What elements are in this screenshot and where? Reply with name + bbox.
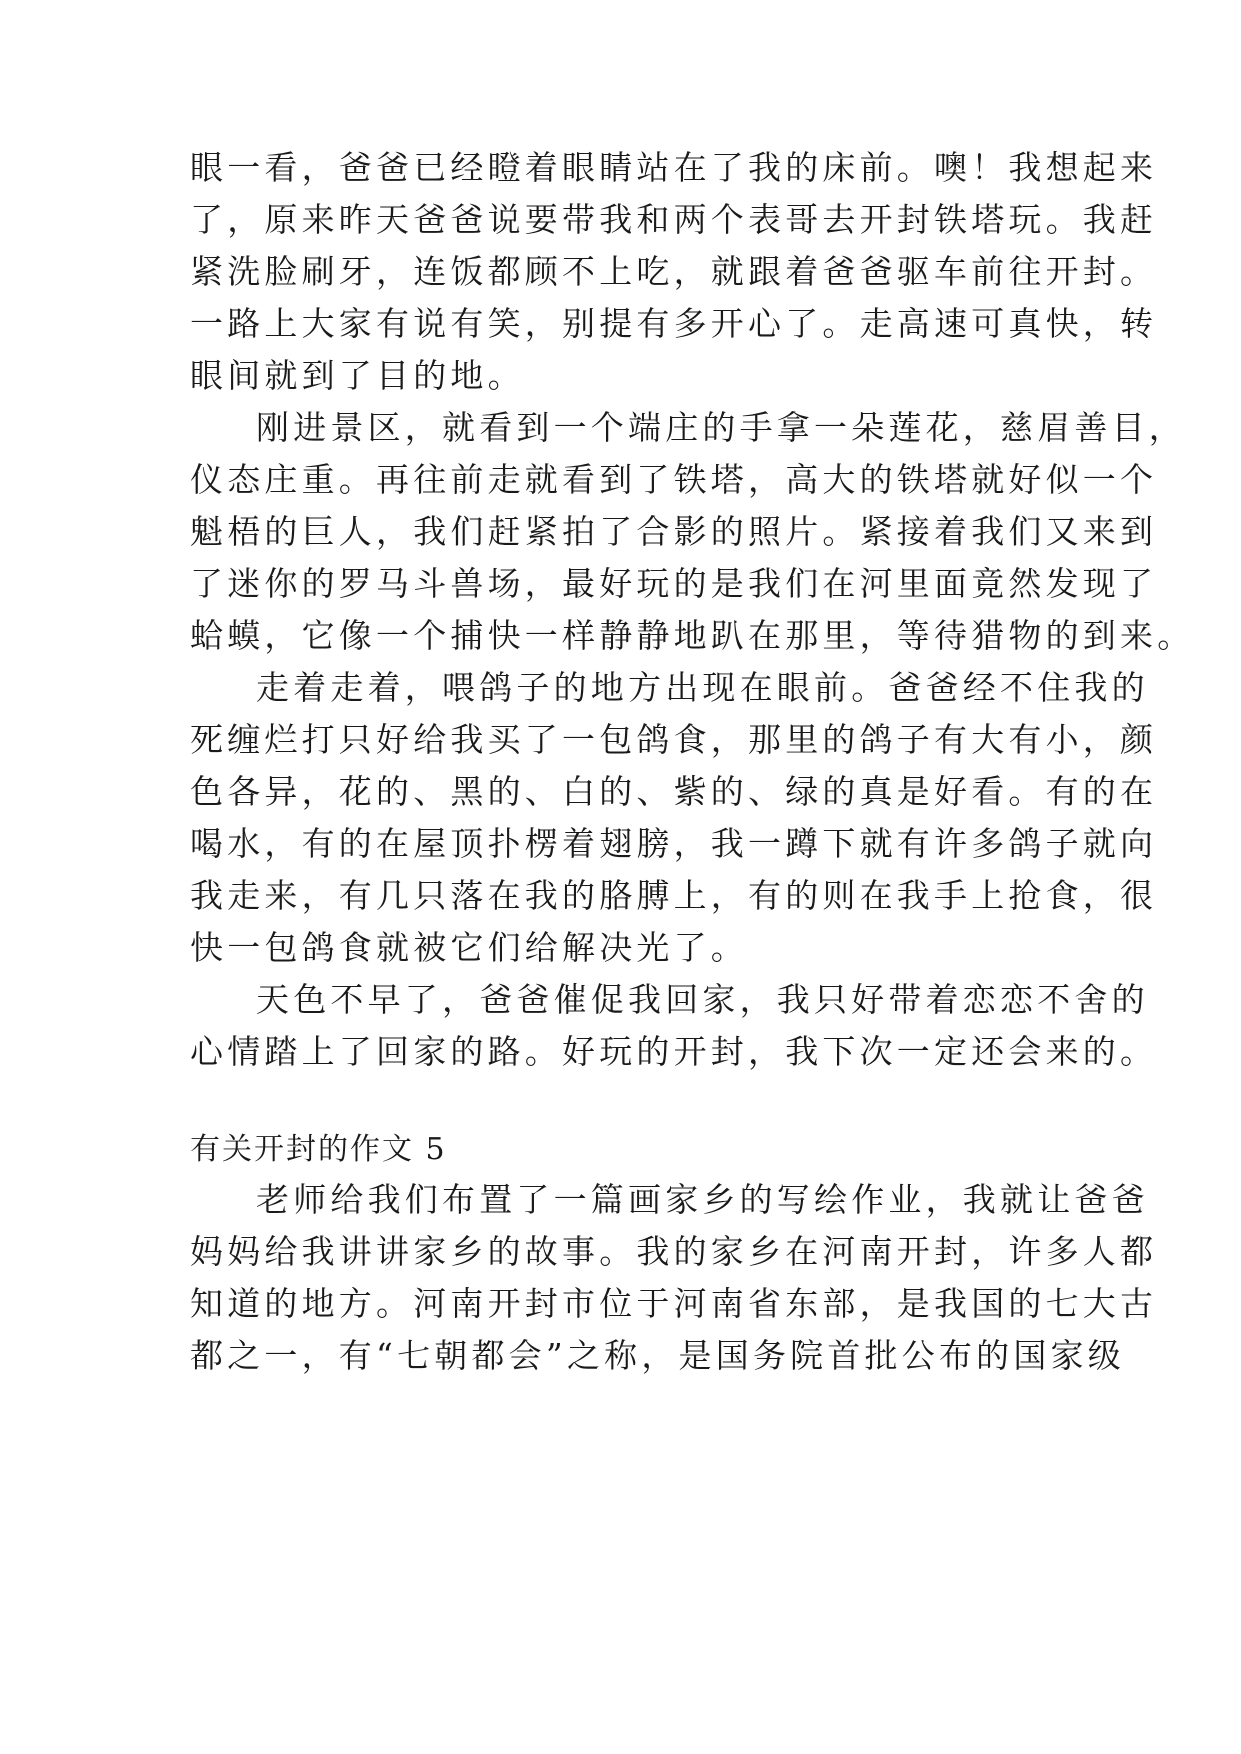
- text-line: 紧洗脸刷牙，连饭都顾不上吃，就跟着爸爸驱车前往开封。: [190, 252, 1158, 291]
- paragraph-first-line: 天色不早了，爸爸催促我回家，我只好带着恋恋不舍的: [256, 980, 1149, 1019]
- paragraph-first-line: 老师给我们布置了一篇画家乡的写绘作业，我就让爸爸: [256, 1180, 1149, 1219]
- text-line: 仪态庄重。再往前走就看到了铁塔，高大的铁塔就好似一个: [190, 460, 1158, 499]
- section-title: 有关开封的作文 5: [190, 1132, 447, 1167]
- paragraph-first-line: 刚进景区，就看到一个端庄的手拿一朵莲花，慈眉善目，: [256, 408, 1186, 447]
- text-line: 妈妈给我讲讲家乡的故事。我的家乡在河南开封，许多人都: [190, 1232, 1158, 1271]
- text-line: 眼间就到了目的地。: [190, 356, 525, 395]
- text-line: 喝水，有的在屋顶扑楞着翅膀，我一蹲下就有许多鸽子就向: [190, 824, 1158, 863]
- text-line: 都之一，有“七朝都会”之称，是国务院首批公布的国家级: [190, 1336, 1125, 1375]
- text-line: 了迷你的罗马斗兽场，最好玩的是我们在河里面竟然发现了: [190, 564, 1158, 603]
- text-line: 死缠烂打只好给我买了一包鸽食，那里的鸽子有大有小，颜: [190, 720, 1158, 759]
- text-line: 一路上大家有说有笑，别提有多开心了。走高速可真快，转: [190, 304, 1158, 343]
- text-line: 快一包鸽食就被它们给解决光了。: [190, 928, 748, 967]
- text-line: 我走来，有几只落在我的胳膊上，有的则在我手上抢食，很: [190, 876, 1158, 915]
- text-line: 色各异，花的、黑的、白的、紫的、绿的真是好看。有的在: [190, 772, 1158, 811]
- text-line: 眼一看，爸爸已经瞪着眼睛站在了我的床前。噢！我想起来: [190, 148, 1158, 187]
- text-line: 心情踏上了回家的路。好玩的开封，我下次一定还会来的。: [190, 1032, 1158, 1071]
- text-line: 魁梧的巨人，我们赶紧拍了合影的照片。紧接着我们又来到: [190, 512, 1158, 551]
- text-line: 了，原来昨天爸爸说要带我和两个表哥去开封铁塔玩。我赶: [190, 200, 1158, 239]
- paragraph-first-line: 走着走着，喂鸽子的地方出现在眼前。爸爸经不住我的: [256, 668, 1149, 707]
- text-line: 蛤蟆，它像一个捕快一样静静地趴在那里，等待猎物的到来。: [190, 616, 1195, 655]
- text-line: 知道的地方。河南开封市位于河南省东部，是我国的七大古: [190, 1284, 1158, 1323]
